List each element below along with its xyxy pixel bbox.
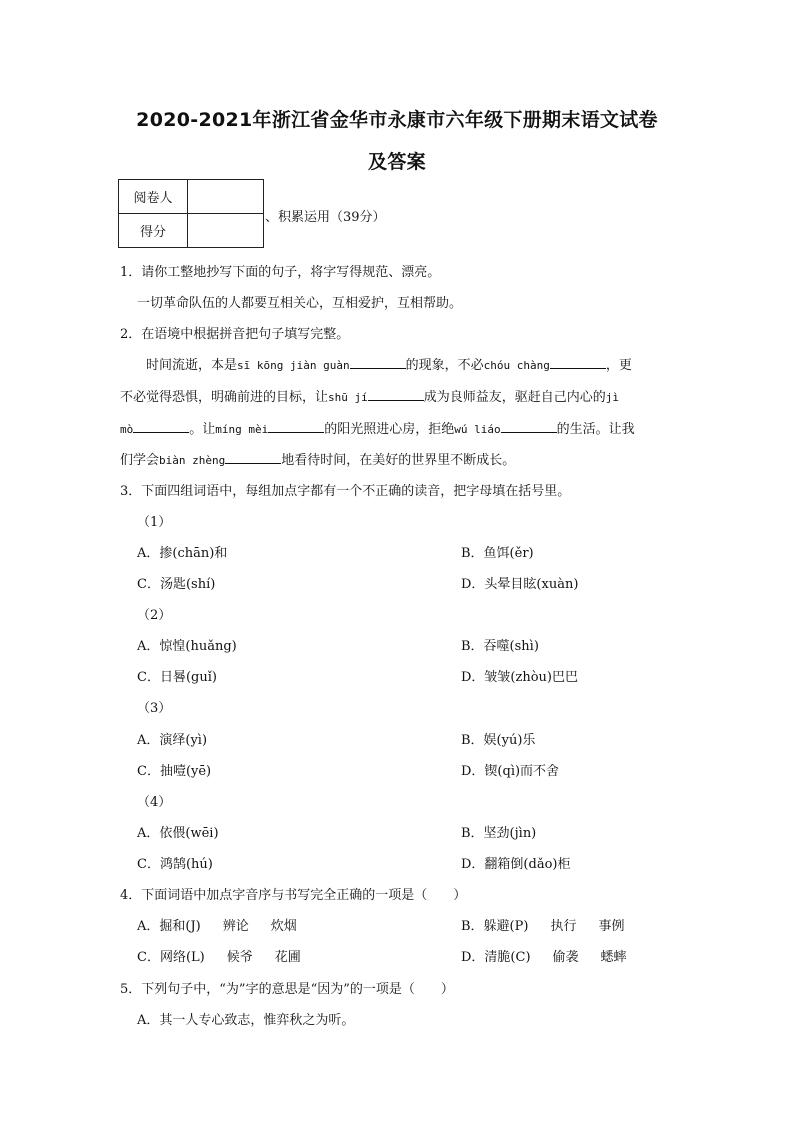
page-title-line2: 及答案	[368, 151, 426, 173]
answer-blank[interactable]	[268, 420, 324, 433]
q3-option-d[interactable]: D．锲(qì)而不舍	[461, 764, 560, 779]
q2-text: ，更	[605, 358, 632, 373]
q3-option-c[interactable]: C．鸿鹄(hú)	[137, 857, 213, 872]
score-table	[118, 179, 264, 248]
q4-word: D．清脆(C)	[461, 950, 531, 965]
q4-word: 炊烟	[270, 919, 297, 934]
q5-prompt: 5．下列句子中，“为”字的意思是“因为”的一项是（ ）	[120, 982, 454, 997]
q4-word: B．躲避(P)	[461, 919, 529, 934]
score-label: 得分	[119, 214, 188, 248]
answer-blank[interactable]	[350, 356, 406, 369]
reviewer-label: 阅卷人	[119, 180, 188, 214]
answer-blank[interactable]	[133, 420, 189, 433]
pinyin: shū jí	[328, 391, 368, 404]
q3-option-d[interactable]: D．翻箱倒(dǎo)柜	[461, 857, 571, 872]
q2-line-1	[146, 354, 632, 373]
q2-prompt: 2．在语境中根据拼音把句子填写完整。	[120, 327, 350, 342]
q2-text: 。让	[189, 422, 216, 437]
q3-option-b[interactable]: B．吞噬(shì)	[461, 639, 539, 654]
pinyin: chóu chàng	[483, 359, 550, 372]
q4-word: 蟋蟀	[600, 950, 627, 965]
q4-word: 花圃	[274, 950, 301, 965]
q3-option-a[interactable]: A．演绎(yì)	[137, 733, 208, 748]
q2-text: 成为良师益友，驱赶自己内心的	[423, 390, 606, 405]
q3-option-c[interactable]: C．日晷(guǐ)	[137, 670, 217, 685]
q4-option-c[interactable]	[137, 946, 301, 965]
q4-word: 执行	[550, 919, 577, 934]
q3-group-label: （3）	[137, 701, 172, 716]
q3-prompt: 3．下面四组词语中，每组加点字都有一个不正确的读音，把字母填在括号里。	[120, 484, 571, 499]
q3-option-b[interactable]: B．坚劲(jìn)	[461, 826, 537, 841]
page-title: 2020-2021年浙江省金华市永康市六年级下册期末语文试卷	[136, 109, 658, 131]
q4-word: A．掘和(J)	[137, 919, 201, 934]
answer-blank[interactable]	[550, 356, 606, 369]
score-value	[188, 214, 264, 248]
q3-option-a[interactable]: A．惊惶(huǎng)	[137, 639, 237, 654]
q2-text: 的生活。让我	[556, 422, 635, 437]
answer-blank[interactable]	[501, 420, 557, 433]
q4-option-a[interactable]	[137, 915, 297, 934]
q2-text: 地看待时间，在美好的世界里不断成长。	[281, 453, 516, 468]
q4-prompt: 4．下面词语中加点字音序与书写完全正确的一项是（ ）	[120, 888, 467, 903]
q4-word: 候爷	[226, 950, 253, 965]
section-heading: 、积累运用（39分）	[265, 210, 386, 225]
q3-group-label: （4）	[137, 795, 172, 810]
q4-word: C．网络(L)	[137, 950, 205, 965]
reviewer-value	[188, 180, 264, 214]
pinyin: sī kōng jiàn guàn	[237, 359, 350, 372]
q5-option-a[interactable]: A．其一人专心致志，惟弈秋之为听。	[137, 1013, 355, 1028]
q3-option-d[interactable]: D．皱皱(zhòu)巴巴	[461, 670, 578, 685]
q3-option-a[interactable]: A．掺(chān)和	[137, 546, 228, 561]
q3-group-label: （2）	[137, 608, 172, 623]
q2-text: 的现象，不必	[405, 358, 484, 373]
q2-text: 的阳光照进心房，拒绝	[324, 422, 455, 437]
q4-option-d[interactable]	[461, 946, 627, 965]
q2-line-3	[120, 418, 635, 437]
q4-option-b[interactable]	[461, 915, 624, 934]
q3-option-d[interactable]: D．头晕目眩(xuàn)	[461, 577, 579, 592]
pinyin: míng mèi	[215, 423, 269, 436]
q3-option-c[interactable]: C．汤匙(shí)	[137, 577, 216, 592]
q2-line-4	[120, 449, 515, 468]
pinyin: jì	[605, 391, 620, 404]
answer-blank[interactable]	[368, 388, 424, 401]
q1-prompt: 1．请你工整地抄写下面的句子，将字写得规范、漂亮。	[120, 265, 441, 280]
pinyin: wú liáo	[454, 423, 501, 436]
q3-option-b[interactable]: B．娱(yú)乐	[461, 733, 536, 748]
q3-option-c[interactable]: C．抽噎(yē)	[137, 764, 212, 779]
pinyin: biàn zhèng	[159, 454, 226, 467]
answer-blank[interactable]	[225, 451, 281, 464]
q4-word: 事例	[598, 919, 625, 934]
q2-text: 们学会	[120, 453, 160, 468]
q2-line-2	[120, 386, 619, 405]
q2-text: 不必觉得恐惧，明确前进的目标，让	[120, 390, 329, 405]
q3-option-a[interactable]: A．依偎(wēi)	[137, 826, 219, 841]
q3-option-b[interactable]: B．鱼饵(ěr)	[461, 546, 534, 561]
q1-sentence: 一切革命队伍的人都要互相关心，互相爱护，互相帮助。	[137, 296, 463, 311]
q3-group-label: （1）	[137, 515, 172, 530]
q2-text: 时间流逝，本是	[146, 358, 238, 373]
pinyin: mò	[120, 423, 134, 436]
q4-word: 辨论	[222, 919, 249, 934]
q4-word: 偷袭	[552, 950, 579, 965]
